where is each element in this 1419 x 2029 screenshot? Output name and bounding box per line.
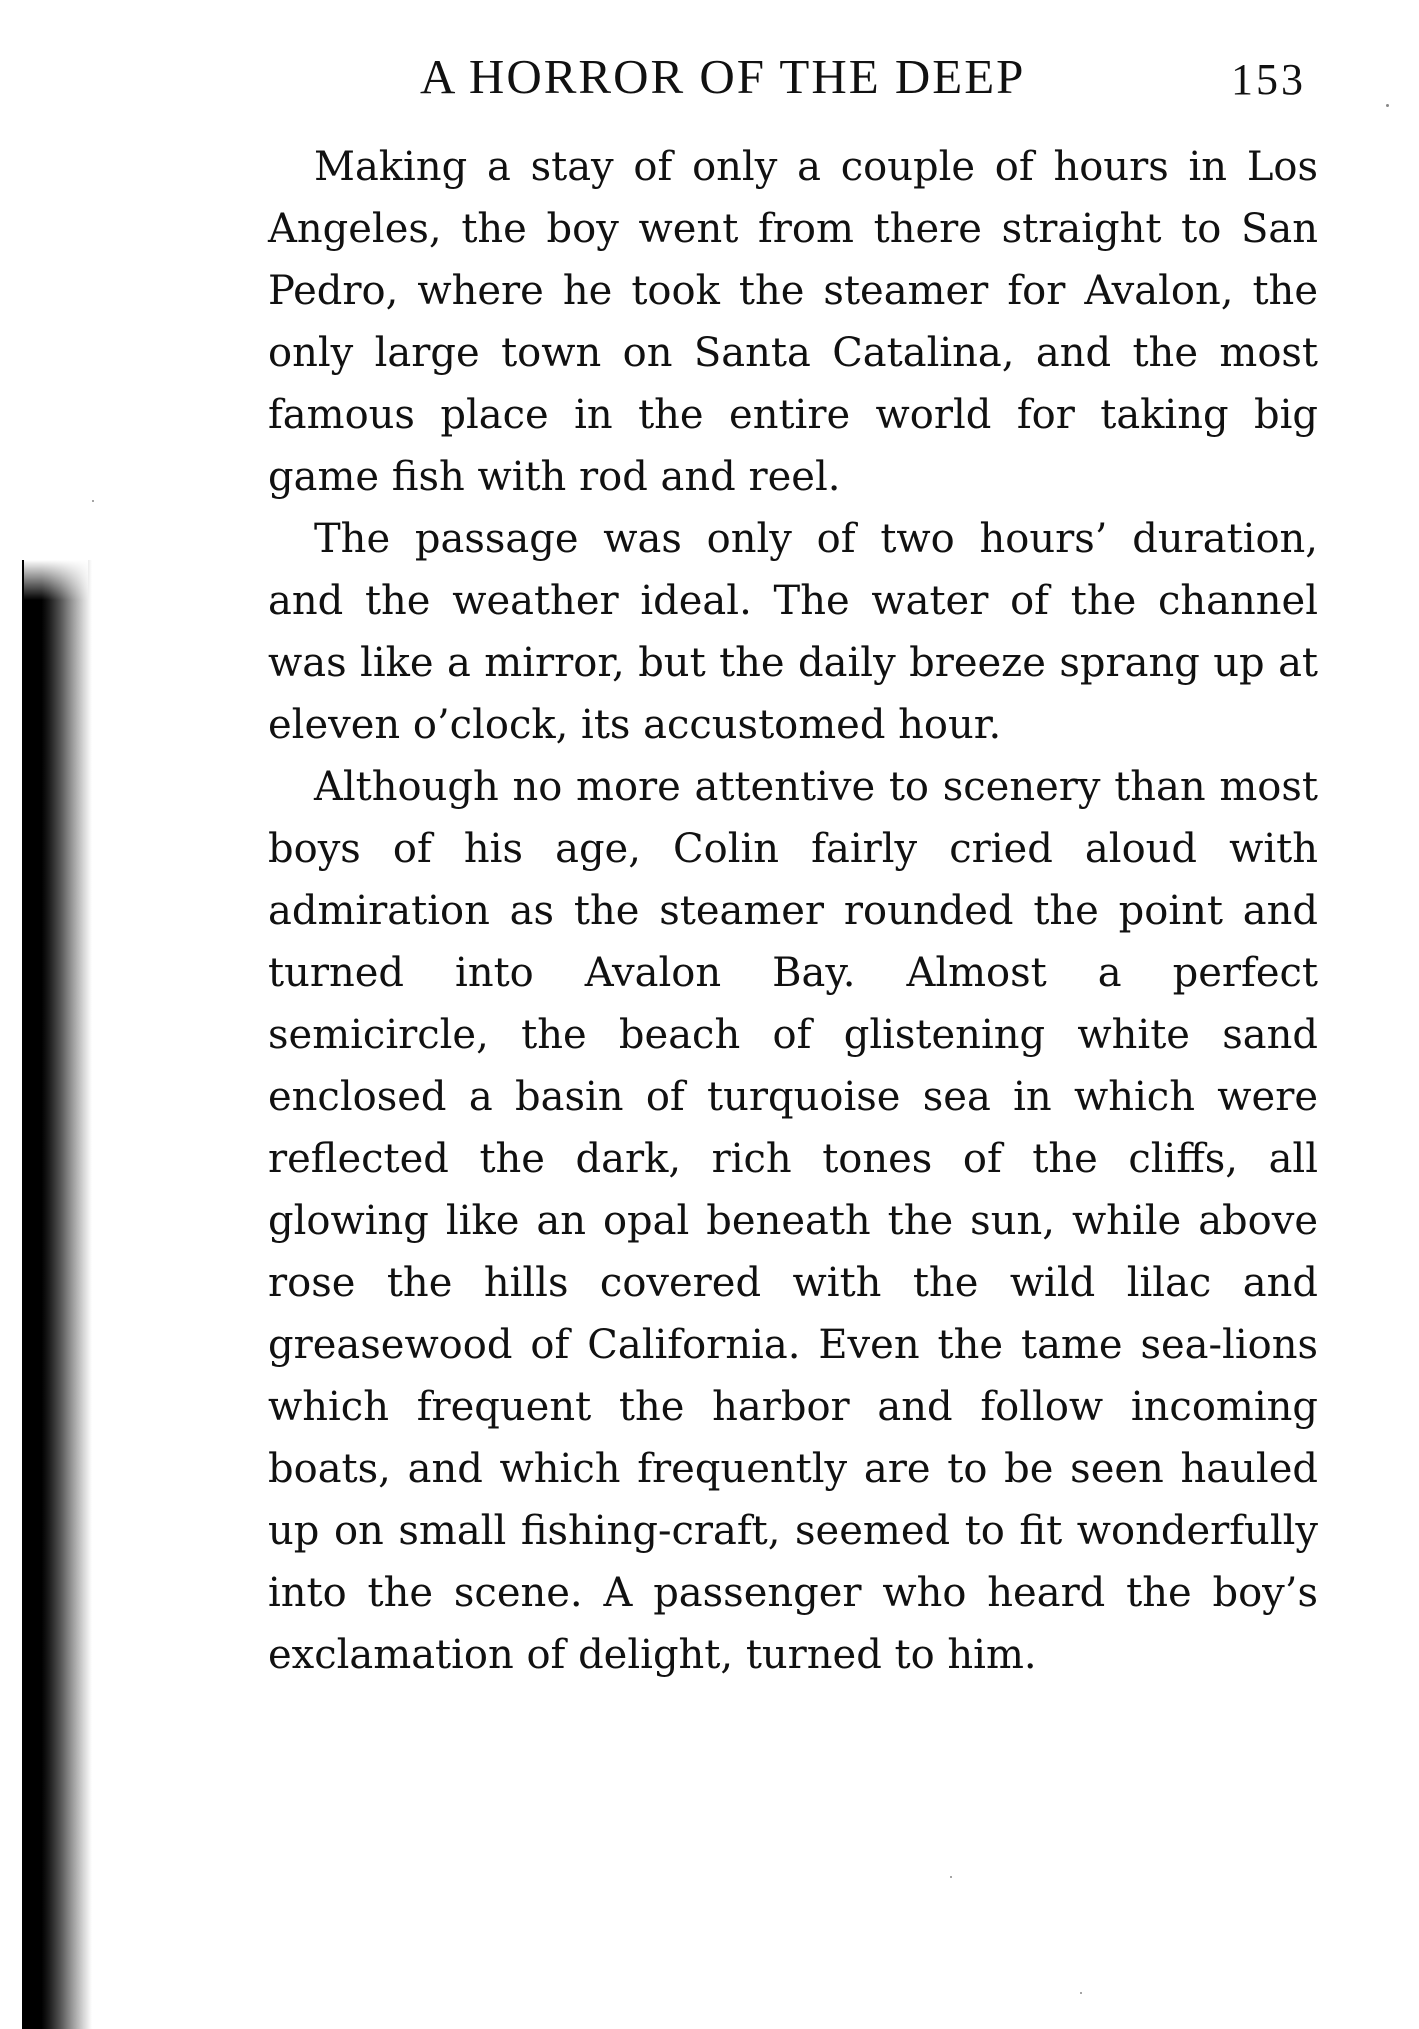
scan-speck bbox=[1080, 1992, 1082, 1994]
running-title: A HORROR OF THE DEEP bbox=[420, 49, 1026, 104]
paragraph: Although no more attentive to scenery than most boys of his age, Colin fairly cried aloud with admiration as the steamer rounded the point and turned into Avalon Bay. Almost a perfect semicircle, the beach of glistening white sand enclosed a basin of turquoise sea in which were reflected the dark, rich tones of the cliffs, all glowing like an opal beneath the sun, while above rose the hills covered with the wild lilac and greasewood of California. Even the tame sea-lions which frequent the harbor and follow incoming boats, and which frequently are to be seen hauled up on small fishing-craft, seemed to fit wonderfully into the scene. A passenger who heard the boy’s exclamation of delight, turned to him. bbox=[268, 764, 1318, 1678]
paragraph: The passage was only of two hours’ duration, and the weather ideal. The water of the channel was like a mirror, but the daily breeze sprang up at eleven o’clock, its accustomed hour. bbox=[268, 516, 1318, 748]
scan-speck bbox=[950, 1876, 952, 1878]
scan-speck bbox=[92, 500, 94, 502]
binding-shadow bbox=[22, 560, 92, 2029]
paragraph: Making a stay of only a couple of hours in Los Angeles, the boy went from there straight to San Pedro, where he took the steamer for Avalon, the only large town on Santa Catalina, and the most famous place in the entire world for taking big game fish with rod and reel. bbox=[268, 144, 1318, 500]
binding-shadow-fade bbox=[24, 560, 88, 600]
page-number: 153 bbox=[1231, 55, 1306, 104]
body-text bbox=[268, 136, 1318, 1686]
running-header bbox=[420, 44, 1320, 114]
scan-speck bbox=[1386, 104, 1389, 107]
